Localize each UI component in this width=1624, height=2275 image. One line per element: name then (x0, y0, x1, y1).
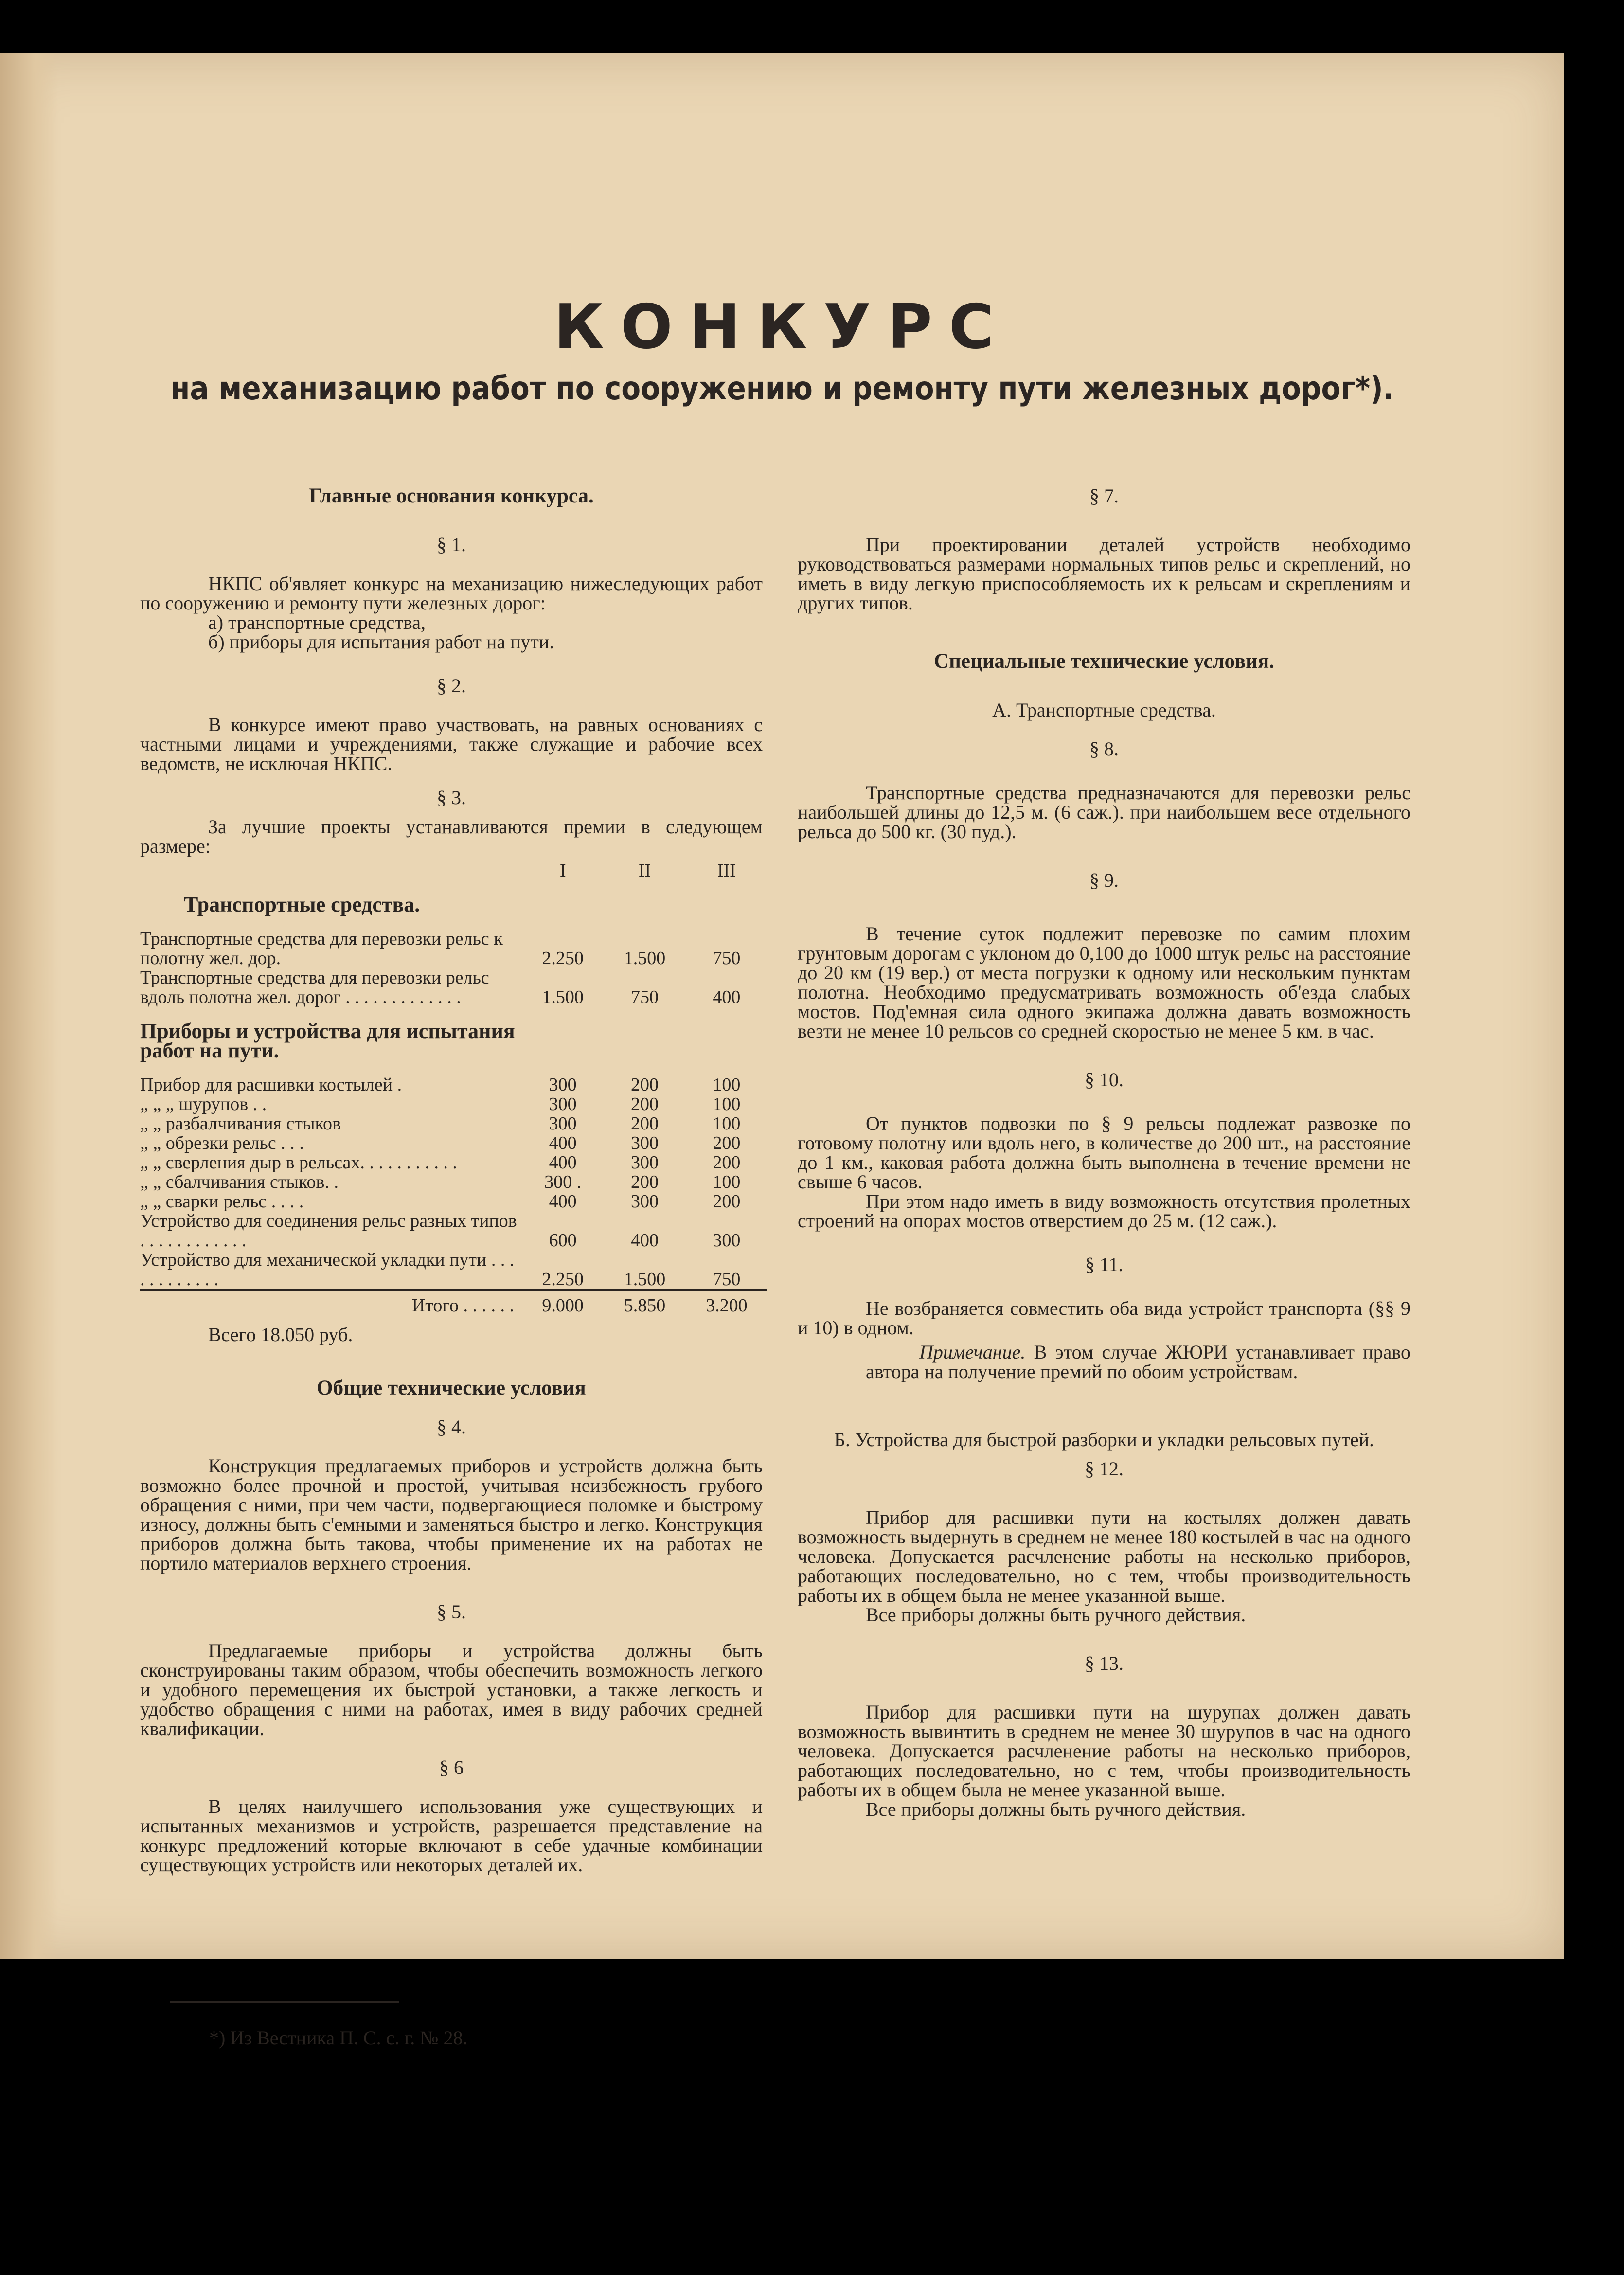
section-text: Прибор для расшивки пути на шурупах должен давать возможность вывинтить в среднем не менее 30 шурупов в час на одного человека. Допускается расчленение работы на несколько приборов, работающих последовательно, но с тем, чтобы производительность работы их в общем была не менее указанной выше. (798, 1701, 1410, 1801)
grand-total: Всего 18.050 руб. (208, 1324, 353, 1345)
section-heading: Специальные технические условия. (934, 650, 1274, 673)
subsection-heading: Б. Устройства для быстрой разборки и укладки рельсовых путей. (834, 1429, 1374, 1451)
note (798, 1343, 1410, 1381)
section-number: § 10. (1085, 1069, 1124, 1091)
prize-value: 300 . (544, 1172, 582, 1192)
section-text: При этом надо иметь в виду возможность отсутствия пролетных строений на опорах мостов отверстием до 25 м. (12 саж.). (798, 1190, 1410, 1232)
section-text: Не возбраняется совместить оба вида устройст транспорта (§§ 9 и 10) в одном. (798, 1297, 1410, 1339)
prize-value: 2.250 (542, 1269, 584, 1290)
prize-value: 300 (549, 1113, 577, 1134)
table-row (140, 1075, 767, 1094)
total-value: 3.200 (686, 1290, 767, 1315)
note-label: Примечание. (919, 1341, 1026, 1363)
section-number: § 7. (1089, 485, 1119, 507)
section-text: В целях наилучшего использования уже существующих и испытанных механизмов и устройств, разрешается представление на конкурс предложений которые включают в себе удачные комбинации существующих устройств или некоторых деталей их. (140, 1795, 763, 1876)
prize-value: 400 (713, 987, 741, 1007)
prize-value: 200 (713, 1133, 741, 1153)
prize-value: 400 (630, 1230, 659, 1251)
section-text: НКПС об'являет конкурс на механизацию нижеследующих работ по сооружению и ремонту пути железных дорог: (140, 573, 763, 614)
table-row (140, 968, 767, 1007)
section-text: При проектировании деталей устройств необходимо руководствоваться размерами нормальных типов рельс и скреплений, но иметь в виду легкую приспособляемость их к рельсам и скреплениям и других типов. (798, 534, 1410, 614)
row-label: Транспортные средства для перевозки рельс к полотну жел. дор. (140, 929, 503, 968)
section-number: § 4. (437, 1416, 466, 1438)
list-item: а) транспортные средства, (208, 611, 426, 633)
section-text: Все приборы должны быть ручного действия. (866, 1604, 1246, 1626)
prize-value: 100 (713, 1094, 741, 1114)
column-header: I (559, 860, 566, 881)
table-row (140, 1250, 767, 1290)
subsection-heading: А. Транспортные средства. (992, 699, 1216, 721)
table-row (140, 1153, 767, 1172)
row-label: „ „ обрезки рельс . . . (140, 1133, 304, 1153)
prize-value: 300 (713, 1230, 741, 1251)
prize-value: 400 (549, 1152, 577, 1173)
table-total-row (140, 1290, 767, 1315)
column-header: III (717, 860, 736, 881)
total-label: Итого . . . . . . (140, 1290, 522, 1315)
section-number: § 12. (1085, 1458, 1124, 1480)
prize-value: 300 (630, 1133, 659, 1153)
total-value: 5.850 (604, 1290, 685, 1315)
section-number: § 3. (437, 787, 466, 808)
column-header: II (638, 860, 651, 881)
section-number: § 9. (1089, 869, 1119, 891)
table-row (140, 1114, 767, 1133)
row-label: Прибор для расшивки костылей . (140, 1075, 402, 1095)
section-heading: Общие технические условия (317, 1377, 586, 1399)
table-row (140, 1133, 767, 1153)
table-row (140, 1172, 767, 1192)
right-column (798, 486, 1410, 1819)
prize-table-header (140, 856, 767, 880)
section-number: § 5. (437, 1601, 466, 1623)
prize-value: 300 (630, 1152, 659, 1173)
row-label: Транспортные средства для перевозки рельс вдоль полотна жел. дорог . . . . . . . . . . . . . (140, 967, 489, 1007)
section-text: Транспортные средства предназначаются для перевозки рельс наибольшей длины до 12,5 м. (6 саж.). при наибольшем весе отдельного рельса до 500 кг. (30 пуд.). (798, 782, 1410, 842)
section-number: § 13. (1085, 1652, 1124, 1674)
footnote: *) Из Вестника П. С. с. г. № 28. (209, 2027, 468, 2049)
row-label: „ „ сбалчивания стыков. . (140, 1172, 339, 1192)
prize-value: 300 (549, 1075, 577, 1095)
prize-value: 200 (713, 1191, 741, 1212)
row-label: „ „ „ шурупов . . (140, 1094, 267, 1114)
prize-value: 750 (713, 1269, 741, 1290)
section-text: За лучшие проекты устанавливаются премии в следующем размере: (140, 816, 763, 857)
prize-value: 750 (713, 948, 741, 968)
row-label: Устройство для соединения рельс разных типов . . . . . . . . . . . . (140, 1211, 517, 1251)
prize-value: 200 (630, 1113, 659, 1134)
table-row (140, 1211, 767, 1250)
prize-value: 750 (630, 987, 659, 1007)
section-text: Все приборы должны быть ручного действия. (866, 1798, 1246, 1820)
prize-value: 2.250 (542, 948, 584, 968)
total-value: 9.000 (522, 1290, 604, 1315)
page-title: КОНКУРС (553, 291, 1011, 362)
main-heading: Главные основания конкурса. (309, 484, 594, 507)
page-subtitle: на механизацию работ по сооружению и ремонту пути железных дорог*). (170, 370, 1394, 407)
section-number: § 11. (1085, 1254, 1124, 1275)
prize-value: 200 (630, 1094, 659, 1114)
section-number: § 1. (437, 534, 466, 555)
section-number: § 8. (1089, 738, 1119, 760)
list-item: б) приборы для испытания работ на пути. (208, 631, 554, 653)
prize-value: 100 (713, 1075, 741, 1095)
prize-value: 100 (713, 1113, 741, 1134)
prize-value: 200 (713, 1152, 741, 1173)
prize-value: 300 (549, 1094, 577, 1114)
note-text: В этом случае ЖЮРИ устанавливает право автора на получение премий по обоим устройствам. (866, 1341, 1410, 1382)
left-column (140, 486, 763, 1875)
table-row (140, 929, 767, 968)
prize-value: 400 (549, 1191, 577, 1212)
prize-value: 1.500 (624, 948, 666, 968)
row-label: „ „ сварки рельс . . . . (140, 1191, 304, 1212)
section-text: От пунктов подвозки по § 9 рельсы подлежат развозке по готовому полотну или вдоль него, в количестве до 200 шт., на расстояние до 1 км., каковая работа должна быть выполнена в течение времени не свыше 6 часов. (798, 1112, 1410, 1193)
section-text: Предлагаемые приборы и устройства должны быть сконструированы таким образом, чтобы обеспечить возможность легкого и удобного перемещения их быстрой установки, а также легкость и удобство обращения с ними на работах, имея в виду рабочих средней квалификации. (140, 1640, 763, 1739)
prize-value: 600 (549, 1230, 577, 1251)
section-text: В течение суток подлежит перевозке по самим плохим грунтовым дорогам с уклоном до 0,100 до 1000 штук рельс на расстояние до 20 км (19 вер.) от места погрузки к одному или нескольким пунктам полотна. Необходимо предусматривать возможность об'езда слабых мостов. Под'емная сила одного экипажа должна давать возможность везти не менее 10 рельсов со средней скоростью не менее 5 км. в час. (798, 923, 1410, 1042)
section-number: § 6 (439, 1756, 464, 1778)
row-label: Устройство для механической укладки пути . . . . . . . . . . . . (140, 1250, 515, 1290)
section-text: Прибор для расшивки пути на костылях должен давать возможность выдернуть в среднем не менее 180 костылей в час на одного человека. Допускается расчленение работы на несколько приборов, работающих последовательно, но с тем, чтобы производительность работы их в общем была не менее указанной выше. (798, 1506, 1410, 1606)
table-section-heading: Транспортные средства. (184, 893, 420, 916)
table-row (140, 1192, 767, 1211)
prize-table (140, 856, 767, 1315)
row-label: „ „ сверления дыр в рельсах. . . . . . . . . . . (140, 1152, 457, 1173)
prize-value: 300 (630, 1191, 659, 1212)
row-label: „ „ разбалчивания стыков (140, 1113, 341, 1134)
prize-value: 200 (630, 1075, 659, 1095)
prize-value: 1.500 (624, 1269, 666, 1290)
section-text: Конструкция предлагаемых приборов и устройств должна быть возможно более прочной и простой, учитывая неизбежность грубого обращения с ними, при чем части, подвергающиеся поломке и быстрому износу, должны быть с'емными и заменяться быстро и легко. Конструкция приборов должна быть такова, чтобы применение их на работах не портило материалов верхнего строения. (140, 1455, 763, 1574)
prize-value: 100 (713, 1172, 741, 1192)
prize-value: 1.500 (542, 987, 584, 1007)
section-number: § 2. (437, 675, 466, 697)
prize-value: 400 (549, 1133, 577, 1153)
footnote-rule (170, 2001, 399, 2003)
prize-value: 200 (630, 1172, 659, 1192)
table-row (140, 1094, 767, 1114)
table-section-heading: Приборы и устройства для испытания работ на пути. (140, 1019, 515, 1062)
section-text: В конкурсе имеют право участвовать, на равных основаниях с частными лицами и учреждениями, также служащие и рабочие всех ведомств, не исключая НКПС. (140, 714, 763, 774)
